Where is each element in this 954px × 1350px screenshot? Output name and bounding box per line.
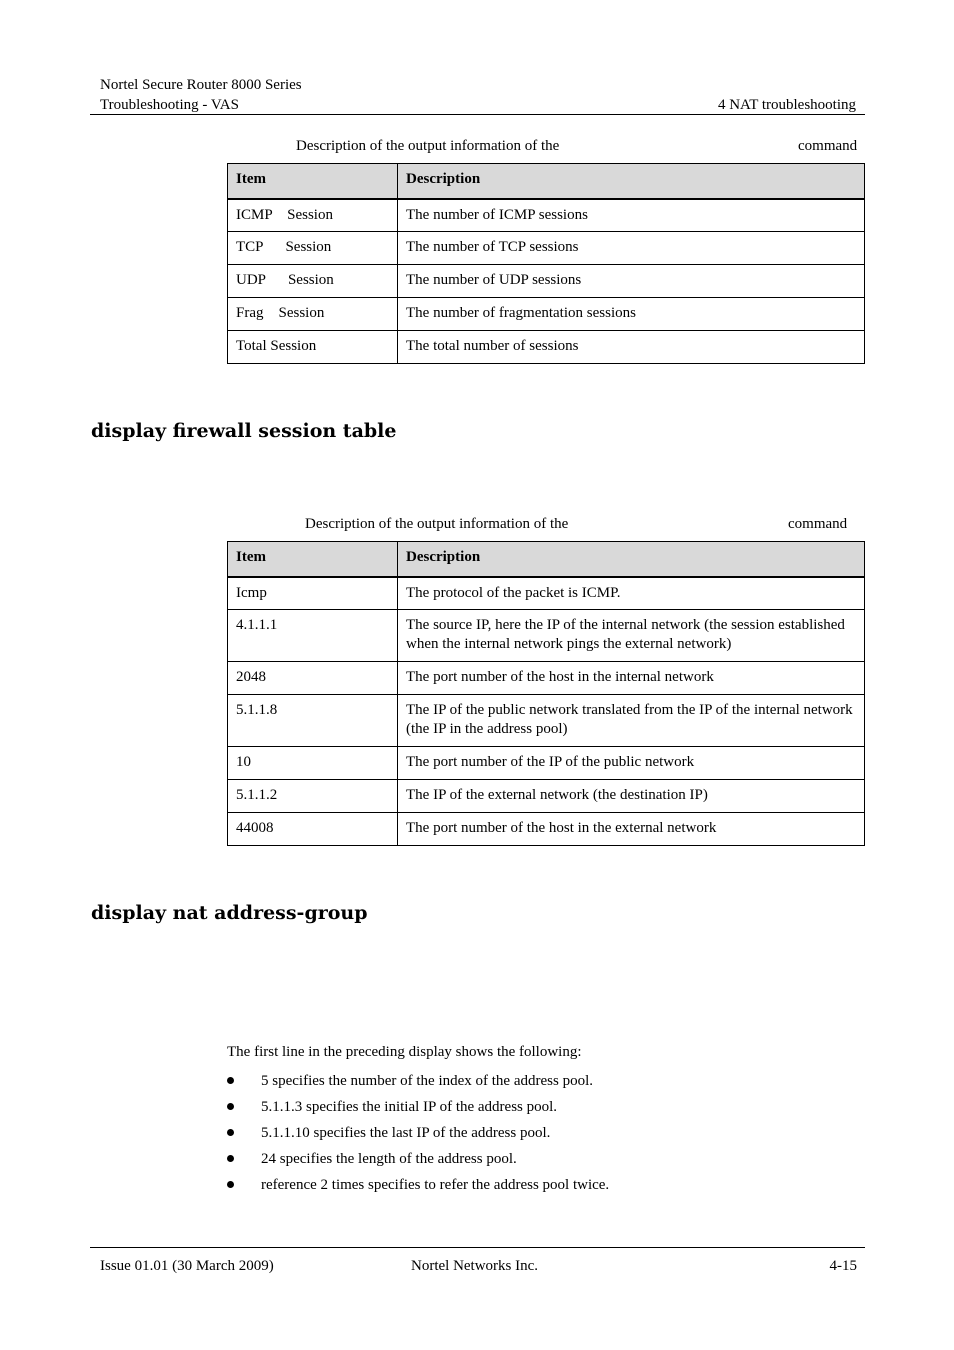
section-heading-firewall-session-table: display firewall session table — [91, 420, 397, 442]
header-rule — [90, 114, 865, 115]
description-cell: The IP of the public network translated from the IP of the internal network (the IP in the address pool) — [398, 695, 865, 747]
description-cell: The source IP, here the IP of the internal network (the session established when the internal network pings the external network) — [398, 610, 865, 662]
table2-caption-right: command — [788, 516, 848, 532]
table-row — [228, 780, 865, 813]
description-cell: The number of ICMP sessions — [398, 199, 865, 232]
session-count-table — [227, 163, 865, 364]
header-product: Nortel Secure Router 8000 Series — [100, 77, 302, 93]
bullet-icon — [227, 1155, 234, 1162]
header-chapter: 4 NAT troubleshooting — [717, 97, 856, 113]
item-cell: 5.1.1.8 — [228, 695, 398, 747]
address-pool-bullet-list — [227, 1072, 867, 1202]
description-cell: The number of TCP sessions — [398, 232, 865, 265]
footer-page-number: 4-15 — [829, 1258, 857, 1274]
column-header-item: Item — [228, 164, 398, 199]
description-cell: The number of UDP sessions — [398, 265, 865, 298]
item-cell: 10 — [228, 747, 398, 780]
column-header-description: Description — [398, 164, 865, 199]
bullet-icon — [227, 1129, 234, 1136]
list-item-text: reference 2 times specifies to refer the address pool twice. — [261, 1177, 610, 1193]
description-cell: The total number of sessions — [398, 331, 865, 364]
table-header-row — [228, 542, 865, 577]
item-cell: 5.1.1.2 — [228, 780, 398, 813]
table-row — [228, 298, 865, 331]
item-cell: Total Session — [228, 331, 398, 364]
description-cell: The protocol of the packet is ICMP. — [398, 577, 865, 610]
item-cell: Icmp — [228, 577, 398, 610]
table-row — [228, 662, 865, 695]
intro-paragraph: The first line in the preceding display shows the following: — [227, 1044, 582, 1060]
firewall-session-table — [227, 541, 865, 846]
list-item-text: 5.1.1.3 specifies the initial IP of the address pool. — [261, 1099, 558, 1115]
bullet-icon — [227, 1077, 234, 1084]
table-row — [228, 747, 865, 780]
table-row — [228, 610, 865, 662]
table-header-row — [228, 164, 865, 199]
table-row — [228, 331, 865, 364]
table-row — [228, 232, 865, 265]
description-cell: The port number of the IP of the public network — [398, 747, 865, 780]
list-item — [227, 1098, 867, 1124]
column-header-description: Description — [398, 542, 865, 577]
description-cell: The port number of the host in the external network — [398, 813, 865, 846]
item-cell: UDP Session — [228, 265, 398, 298]
item-cell: Frag Session — [228, 298, 398, 331]
section-heading-nat-address-group: display nat address-group — [91, 902, 368, 924]
footer-issue: Issue 01.01 (30 March 2009) — [100, 1258, 274, 1274]
header-doc-title: Troubleshooting - VAS — [100, 97, 239, 113]
list-item — [227, 1124, 867, 1150]
table-row — [228, 695, 865, 747]
table-row — [228, 577, 865, 610]
item-cell: ICMP Session — [228, 199, 398, 232]
footer-rule — [90, 1247, 865, 1248]
list-item-text: 5 specifies the number of the index of the address pool. — [261, 1073, 593, 1089]
item-cell: TCP Session — [228, 232, 398, 265]
table-row — [228, 813, 865, 846]
list-item — [227, 1150, 867, 1176]
item-cell: 4.1.1.1 — [228, 610, 398, 662]
item-cell: 2048 — [228, 662, 398, 695]
bullet-icon — [227, 1103, 234, 1110]
table-row — [228, 265, 865, 298]
list-item-text: 5.1.1.10 specifies the last IP of the address pool. — [261, 1125, 551, 1141]
table-row — [228, 199, 865, 232]
item-cell: 44008 — [228, 813, 398, 846]
table1-caption-left: Description of the output information of the — [296, 138, 560, 154]
column-header-item: Item — [228, 542, 398, 577]
description-cell: The IP of the external network (the destination IP) — [398, 780, 865, 813]
footer-company: Nortel Networks Inc. — [411, 1258, 539, 1274]
list-item — [227, 1176, 867, 1202]
description-cell: The number of fragmentation sessions — [398, 298, 865, 331]
table2-caption-left: Description of the output information of the — [305, 516, 569, 532]
table1-caption-right: command — [798, 138, 858, 154]
list-item — [227, 1072, 867, 1098]
description-cell: The port number of the host in the internal network — [398, 662, 865, 695]
bullet-icon — [227, 1181, 234, 1188]
list-item-text: 24 specifies the length of the address pool. — [261, 1151, 517, 1167]
